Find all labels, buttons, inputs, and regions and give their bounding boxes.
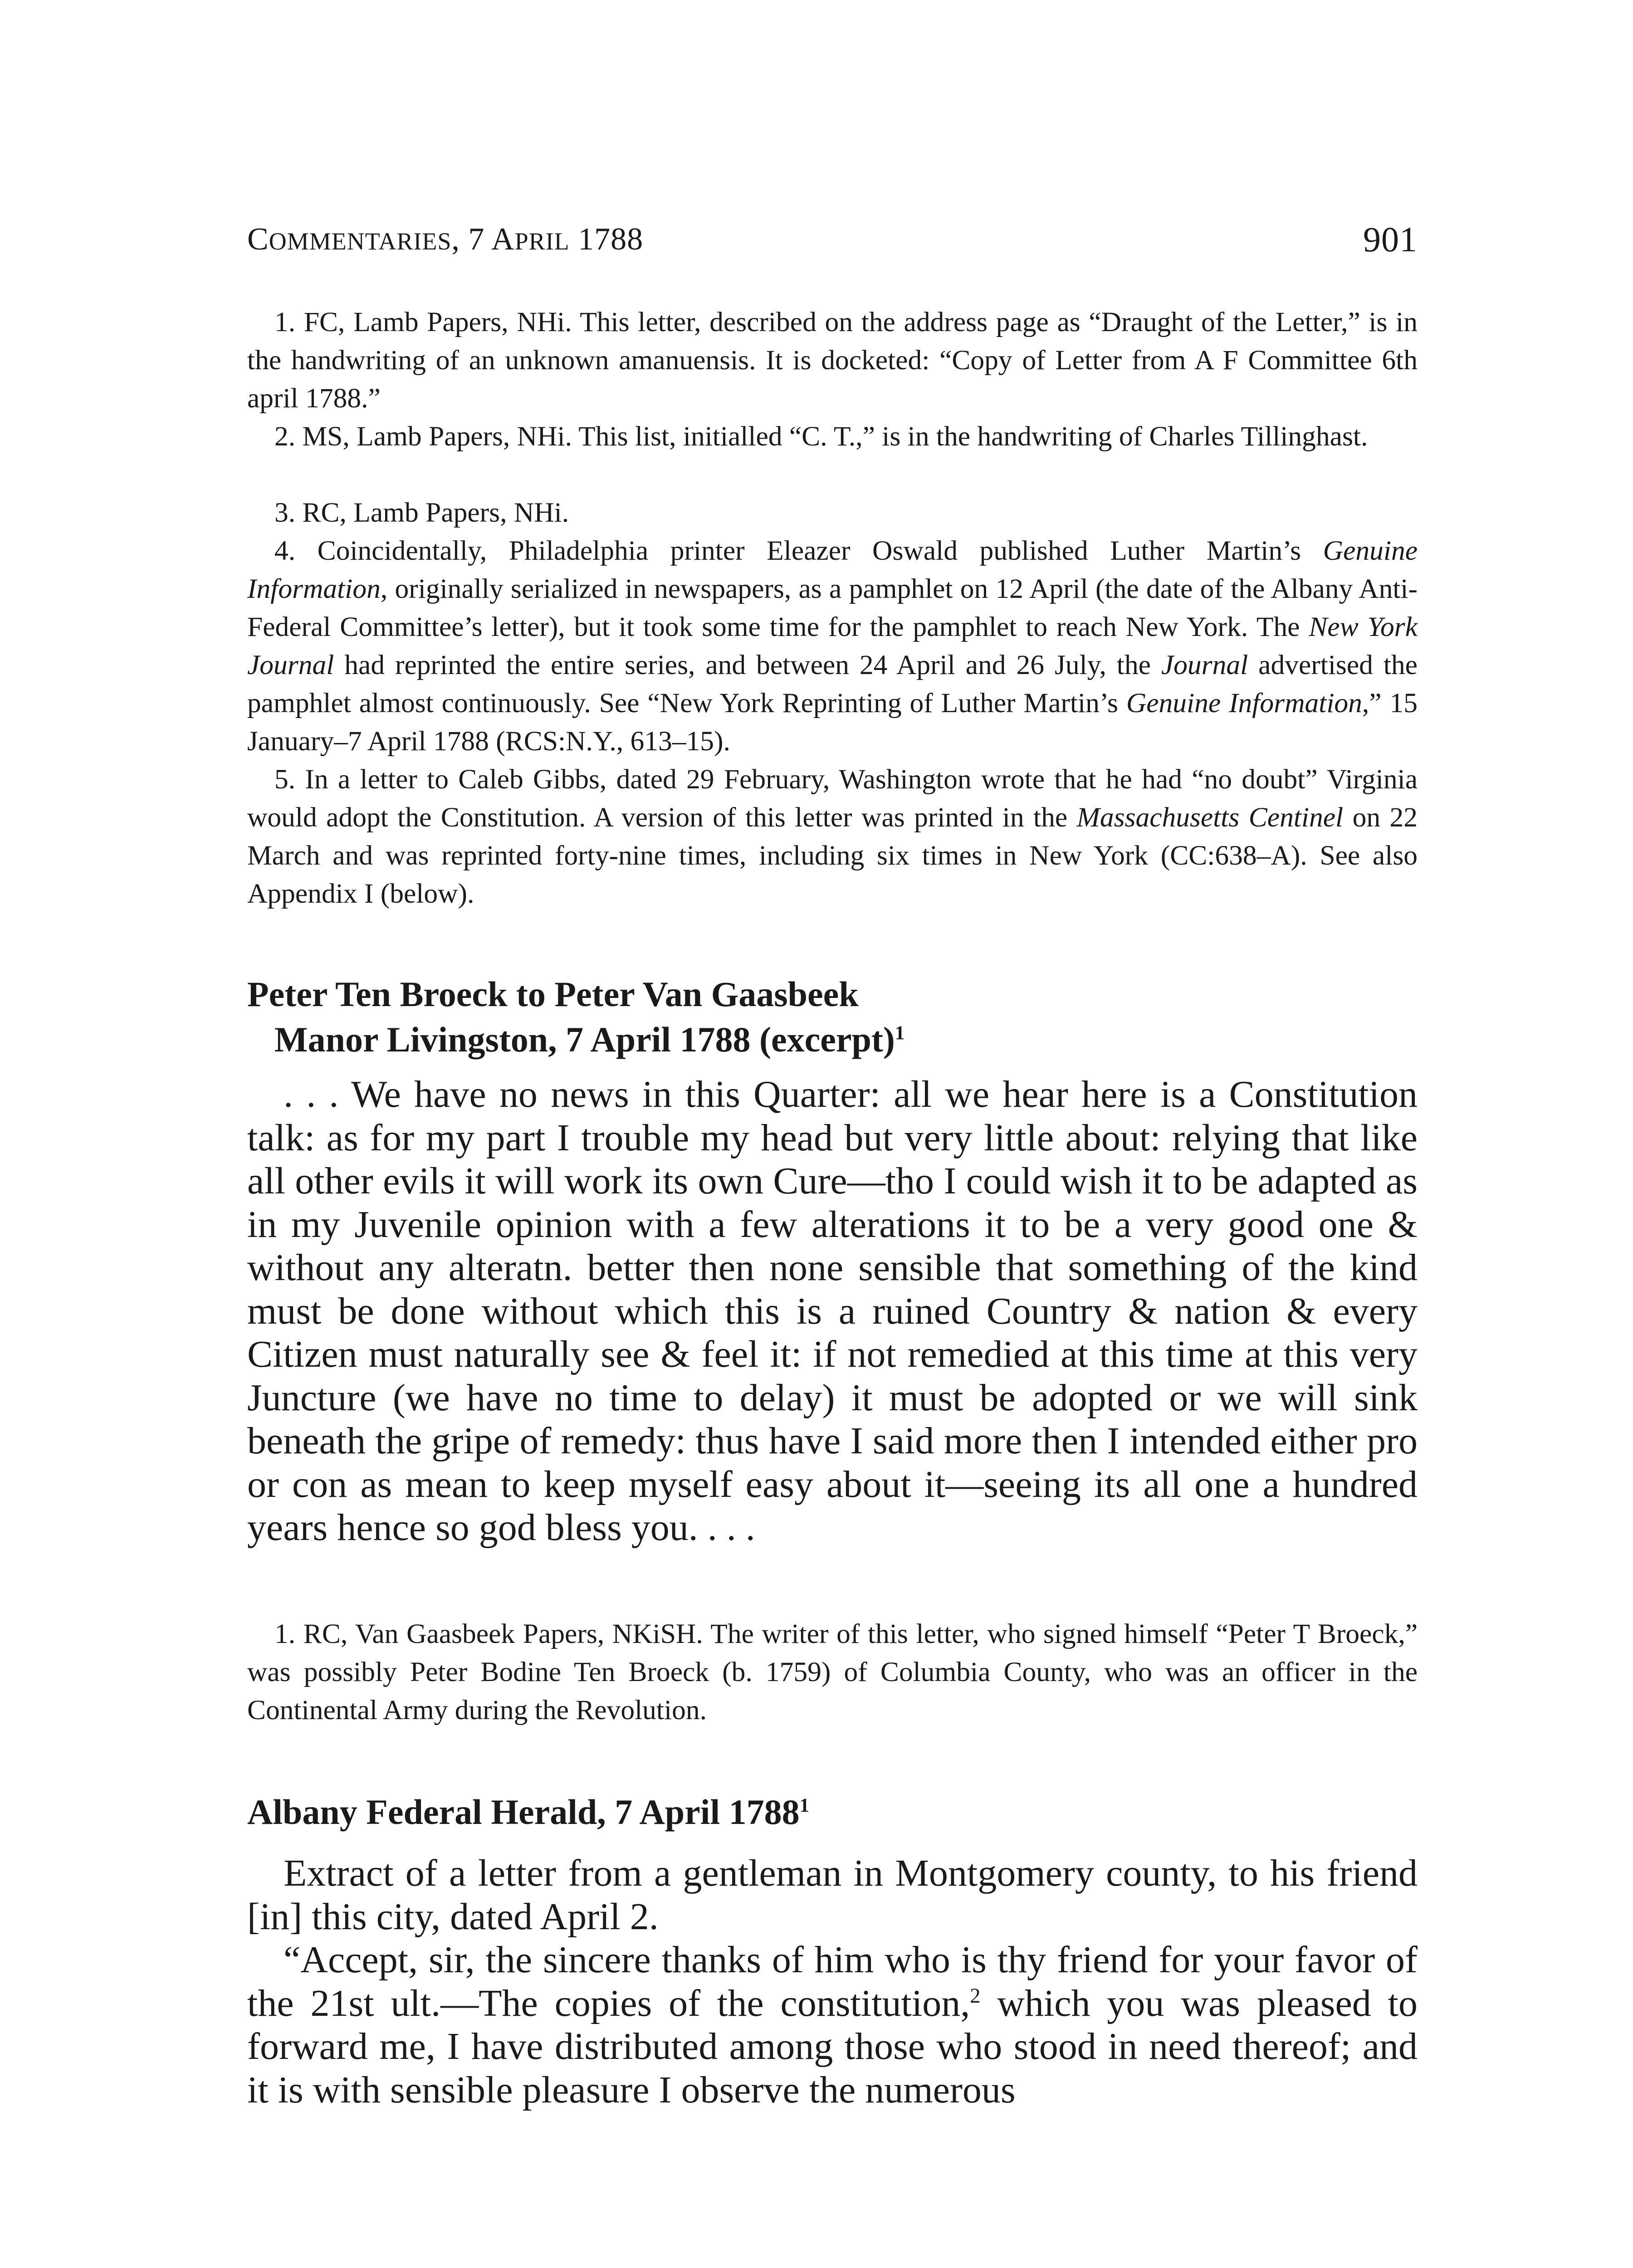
section-heading-ten-broeck: Peter Ten Broeck to Peter Van Gaasbeek Manor Livingston, 7 April 1788 (excerpt)$^1$ xyxy=(247,974,905,1059)
footnote-4: 4. Coincidentally, Philadelphia printer Eleazer Oswald published Luther Martin’s Genuine Information, originally serialized in newspapers, as a pamphlet on 12 April (the date of the Albany Anti-Federal Committee’s letter), but it took some time for the pamphlet to reach New York. The New York Journal had reprinted the entire series, and between 24 April and 26 July, the Journal advertised the pamphlet almost continuously. See “New York Reprinting of Luther Martin’s Genuine Information,” 15 January–7 April 1788 (RCS:N.Y., 613–15). xyxy=(247,535,1418,757)
letter-body-ten-broeck: . . . We have no news in this Quarter: all we hear here is a Constitution talk: as for my part I trouble my head but very little about: relying that like all other evils it will work its own Cure—tho I could wish it to be adapted as in my Juvenile opinion with a few alterations it to be a very good one & without any alteratn. better then none sensible that something of the kind must be done without which this is a ruined Country & nation & every Citizen must naturally see & feel it: if not remedied at this time at this very Juncture (we have no time to delay) it must be adopted or we will sink beneath the gripe of remedy: thus have I said more then I intended either pro or con as mean to keep myself easy about it—seeing its all one a hundred years hence so god bless you. . . . xyxy=(247,1073,1418,1549)
section-heading-albany-herald: Albany Federal Herald, 7 April 1788$^1$ xyxy=(247,1792,810,1832)
page-number: 901 xyxy=(1363,220,1418,259)
footnote-ten-broeck-1: 1. RC, Van Gaasbeek Papers, NKiSH. The writer of this letter, who signed himself “Peter T Broeck,” was possibly Peter Bodine Ten Broeck (b. 1759) of Columbia County, who was an officer in the Continental Army during the Revolution. xyxy=(247,1618,1418,1725)
albany-herald-intro: Extract of a letter from a gentleman in Montgomery county, to his friend [in] this city, dated April 2. xyxy=(247,1852,1418,1938)
albany-herald-letter: “Accept, sir, the sincere thanks of him who is thy friend for your favor of the 21st ult.—The copies of the constitution,$^2$ which you was pleased to forward me, I have distributed among those who stood in need thereof; and it is with sensible pleasure I observe the numerous xyxy=(247,1939,1418,2111)
footnote-2: 2. MS, Lamb Papers, NHi. This list, initialled “C. T.,” is in the handwriting of Charles Tillinghast. xyxy=(274,421,1368,452)
footnote-1: 1. FC, Lamb Papers, NHi. This letter, described on the address page as “Draught of the Letter,” is in the handwriting of an unknown amanuensis. It is docketed: “Copy of Letter from A F Committee 6th april 1788.” xyxy=(247,307,1418,414)
running-title: COMMENTARIES, 7 APRIL 1788 xyxy=(247,222,644,257)
footnote-3: 3. RC, Lamb Papers, NHi. xyxy=(274,497,569,528)
footnote-5: 5. In a letter to Caleb Gibbs, dated 29 February, Washington wrote that he had “no doubt” Virginia would adopt the Constitution. A version of this letter was printed in the Massachusetts Centinel on 22 March and was reprinted forty-nine times, including six times in New York (CC:638–A). See also Appendix I (below). xyxy=(247,764,1418,909)
